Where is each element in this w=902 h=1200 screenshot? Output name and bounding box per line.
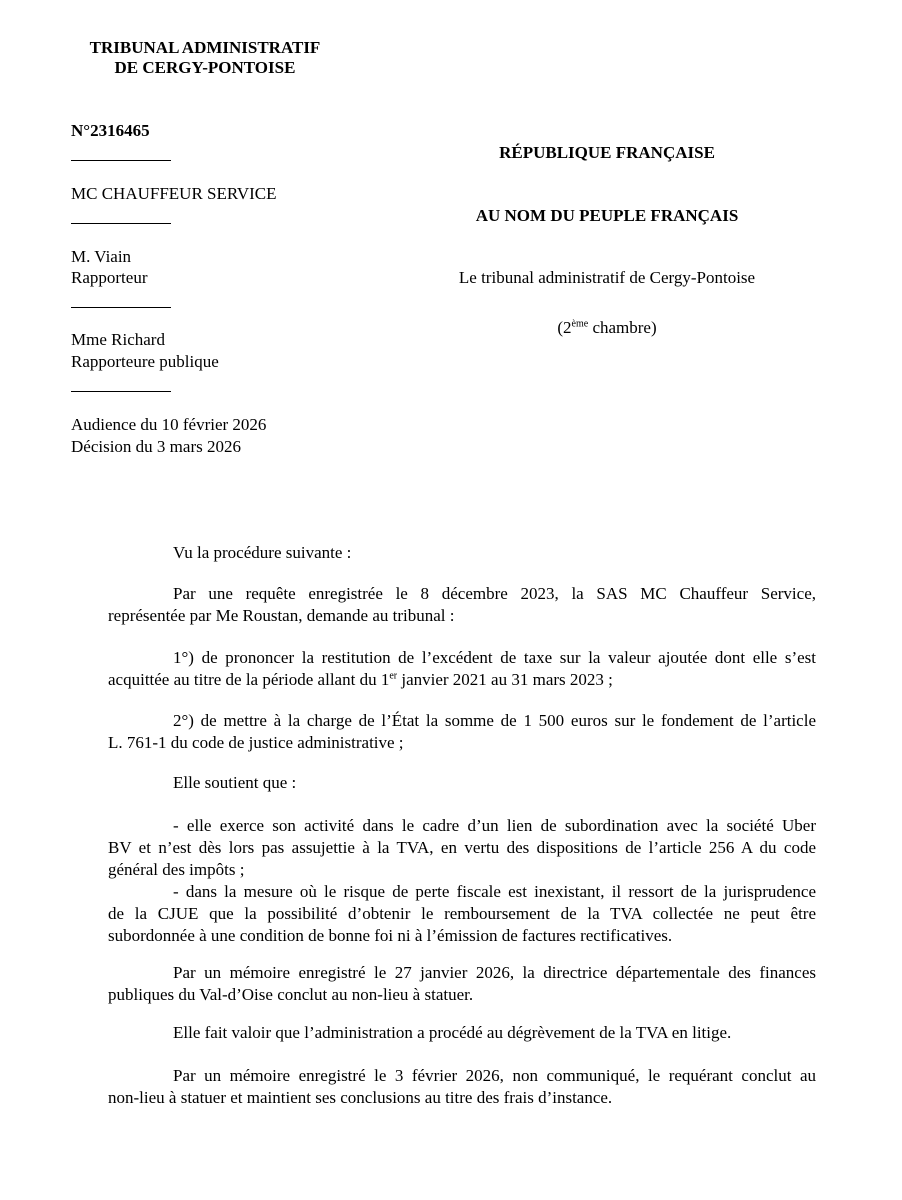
chamber-open: (2 [557,318,572,337]
public-rapporteur-name: Mme Richard [71,330,165,349]
paragraph-memoire-1 [108,962,816,1006]
chamber-ordinal: ème [571,318,589,330]
paragraph-memoire-2 [108,1065,816,1109]
rapporteur-name: M. Viain [71,247,132,266]
court-header [70,38,340,78]
paragraph-line: L. 761-1 du code de justice administrative ; [108,733,404,752]
paragraph-line: - elle exerce son activité dans le cadre d’un lien de subordination avec la société Uber [173,816,816,835]
decision-date: Décision du 3 mars 2026 [71,437,241,456]
claim-period-end: janvier 2021 au 31 mars 2023 ; [397,670,613,689]
procedure-intro: Vu la procédure suivante : [173,543,352,562]
claim-period-start: acquittée au titre de la période allant du 1 [108,670,390,689]
paragraph-request [108,583,816,627]
paragraph-line: - dans la mesure où le risque de perte fiscale est inexistant, il ressort de la jurisprudence [173,882,816,901]
paragraph-arguments [108,815,816,947]
divider [71,307,171,308]
people-heading: AU NOM DU PEUPLE FRANÇAIS [475,206,739,225]
court-name-line1: TRIBUNAL ADMINISTRATIF [89,38,321,57]
court-name-line2: DE CERGY-PONTOISE [114,58,296,77]
paragraph-line: 2°) de mettre à la charge de l’État la somme de 1 500 euros sur le fondement de l’article [173,711,816,730]
paragraph-line: Par une requête enregistrée le 8 décembre 2023, la SAS MC Chauffeur Service, [173,584,816,603]
paragraph-claim-2 [108,710,816,754]
paragraph-line: non-lieu à statuer et maintient ses conclusions au titre des frais d’instance. [108,1088,613,1107]
public-rapporteur-role: Rapporteure publique [71,352,219,371]
divider [71,160,171,161]
paragraph-claim-1 [108,647,816,691]
paragraph-line: Par un mémoire enregistré le 3 février 2026, non communiqué, le requérant conclut au [173,1066,816,1085]
chamber-close: chambre) [588,318,657,337]
divider [71,391,171,392]
hearing-date: Audience du 10 février 2026 [71,415,267,434]
paragraph-line: général des impôts ; [108,860,245,879]
paragraph-line [108,669,816,691]
arguments-intro: Elle soutient que : [173,773,297,792]
paragraph-line: 1°) de prononcer la restitution de l’excédent de taxe sur la valeur ajoutée dont elle s’est [173,648,816,667]
republic-heading: RÉPUBLIQUE FRANÇAISE [499,143,715,162]
case-number: N°2316465 [71,121,150,140]
paragraph-line: BV et n’est dès lors pas assujettie à la TVA, en vertu des dispositions de l’article 256 A du code [108,838,816,857]
paragraph-line: représentée par Me Roustan, demande au tribunal : [108,606,455,625]
paragraph-degrevement: Elle fait valoir que l’administration a procédé au dégrèvement de la TVA en litige. [173,1023,732,1042]
paragraph-line: publiques du Val-d’Oise conclut au non-lieu à statuer. [108,985,474,1004]
party-name: MC CHAUFFEUR SERVICE [71,184,277,203]
chamber [420,318,794,338]
ordinal-sup: er [389,670,398,682]
paragraph-line: Par un mémoire enregistré le 27 janvier 2026, la directrice départementale des finances [173,963,816,982]
paragraph-line: subordonnée à une condition de bonne foi ni à l’émission de factures rectificatives. [108,926,673,945]
rapporteur-role: Rapporteur [71,268,148,287]
paragraph-line: de la CJUE que la possibilité d’obtenir le remboursement de la TVA collectée ne peut être [108,904,816,923]
tribunal-name: Le tribunal administratif de Cergy-Pontoise [458,268,756,287]
divider [71,223,171,224]
